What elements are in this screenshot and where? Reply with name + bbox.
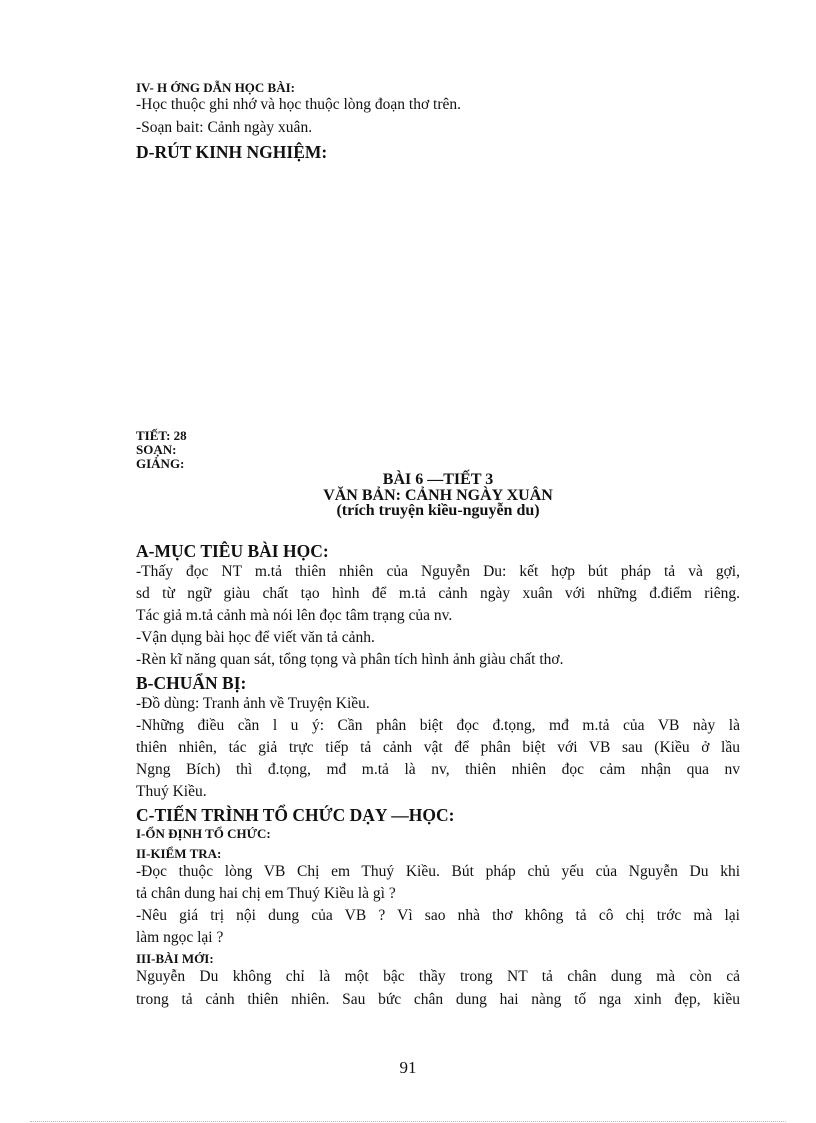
text-line: -Thấy đọc NT m.tả thiên nhiên của Nguyễn Du: kết hợp bút pháp tả và gợi,: [136, 563, 740, 580]
text-subtitle: (trích truyện kiều-nguyễn du): [336, 502, 540, 519]
text-line: làm ngọc lại ?: [136, 929, 224, 946]
text-title: VĂN BẢN: CẢNH NGÀY XUÂN: [323, 487, 553, 504]
meta-giang: GIẢNG:: [136, 456, 185, 471]
text-line: -Vận dụng bài học để viết văn tả cảnh.: [136, 629, 375, 646]
text-line: tả chân dung hai chị em Thuý Kiều là gì ?: [136, 885, 396, 902]
text-line: Ngng Bích) thì đ.tọng, mđ m.tả là nv, thiên nhiên đọc cảm nhận qua nv: [136, 761, 740, 778]
text-line: Thuý Kiều.: [136, 783, 207, 800]
text-line: thiên nhiên, tác giả trực tiếp tả cảnh vật để phân biệt với VB sau (Kiều ở lầu: [136, 739, 740, 756]
page-number: 91: [399, 1058, 417, 1077]
text-line: Tác giả m.tả cảnh mà nói lên đọc tâm trạng của nv.: [136, 607, 453, 624]
section-b-heading: B-CHUẨN BỊ:: [136, 673, 247, 693]
page-edge-divider: [30, 1121, 786, 1122]
text-line: -Những điều cần l u ý: Cần phân biệt đọc đ.tọng, mđ m.tả của VB này là: [136, 717, 740, 734]
text-line: Nguyễn Du không chỉ là một bậc thầy trong NT tả chân dung mà còn cả: [136, 968, 740, 985]
text-line: -Đọc thuộc lòng VB Chị em Thuý Kiều. Bút pháp chủ yếu của Nguyễn Du khi: [136, 863, 740, 880]
subsection-heading: II-KIỂM TRA:: [136, 846, 222, 861]
section-c-heading: C-TIẾN TRÌNH TỔ CHỨC DẠY —HỌC:: [136, 805, 455, 825]
lesson-title: BÀI 6 —TIẾT 3: [382, 471, 494, 488]
text-line: -Nêu giá trị nội dung của VB ? Vì sao nhà thơ không tả cô chị trớc mà lại: [136, 907, 740, 924]
section-a-heading: A-MỤC TIÊU BÀI HỌC:: [136, 541, 329, 561]
text-line: sd từ ngữ giàu chất tạo hình để m.tả cảnh ngày xuân với những đ.điểm riêng.: [136, 585, 740, 602]
subsection-heading: I-ỔN ĐỊNH TỔ CHỨC:: [136, 826, 271, 841]
text-line: -Soạn bait: Cảnh ngày xuân.: [136, 119, 313, 136]
section-d-heading: D-RÚT KINH NGHIỆM:: [136, 142, 328, 162]
section-iv-heading: IV- H ỚNG DẪN HỌC BÀI:: [136, 80, 296, 95]
text-line: trong tả cảnh thiên nhiên. Sau bức chân dung hai nàng tố nga xinh đẹp, kiều: [136, 991, 740, 1008]
text-line: -Đồ dùng: Tranh ảnh về Truyện Kiều.: [136, 695, 370, 712]
text-line: -Rèn kĩ năng quan sát, tổng tọng và phân tích hình ảnh giàu chất thơ.: [136, 651, 564, 668]
meta-tiet: TIẾT: 28: [136, 428, 187, 443]
meta-soan: SOẠN:: [136, 442, 177, 457]
subsection-heading: III-BÀI MỚI:: [136, 951, 214, 966]
text-line: -Học thuộc ghi nhớ và học thuộc lòng đoạn thơ trên.: [136, 96, 462, 113]
